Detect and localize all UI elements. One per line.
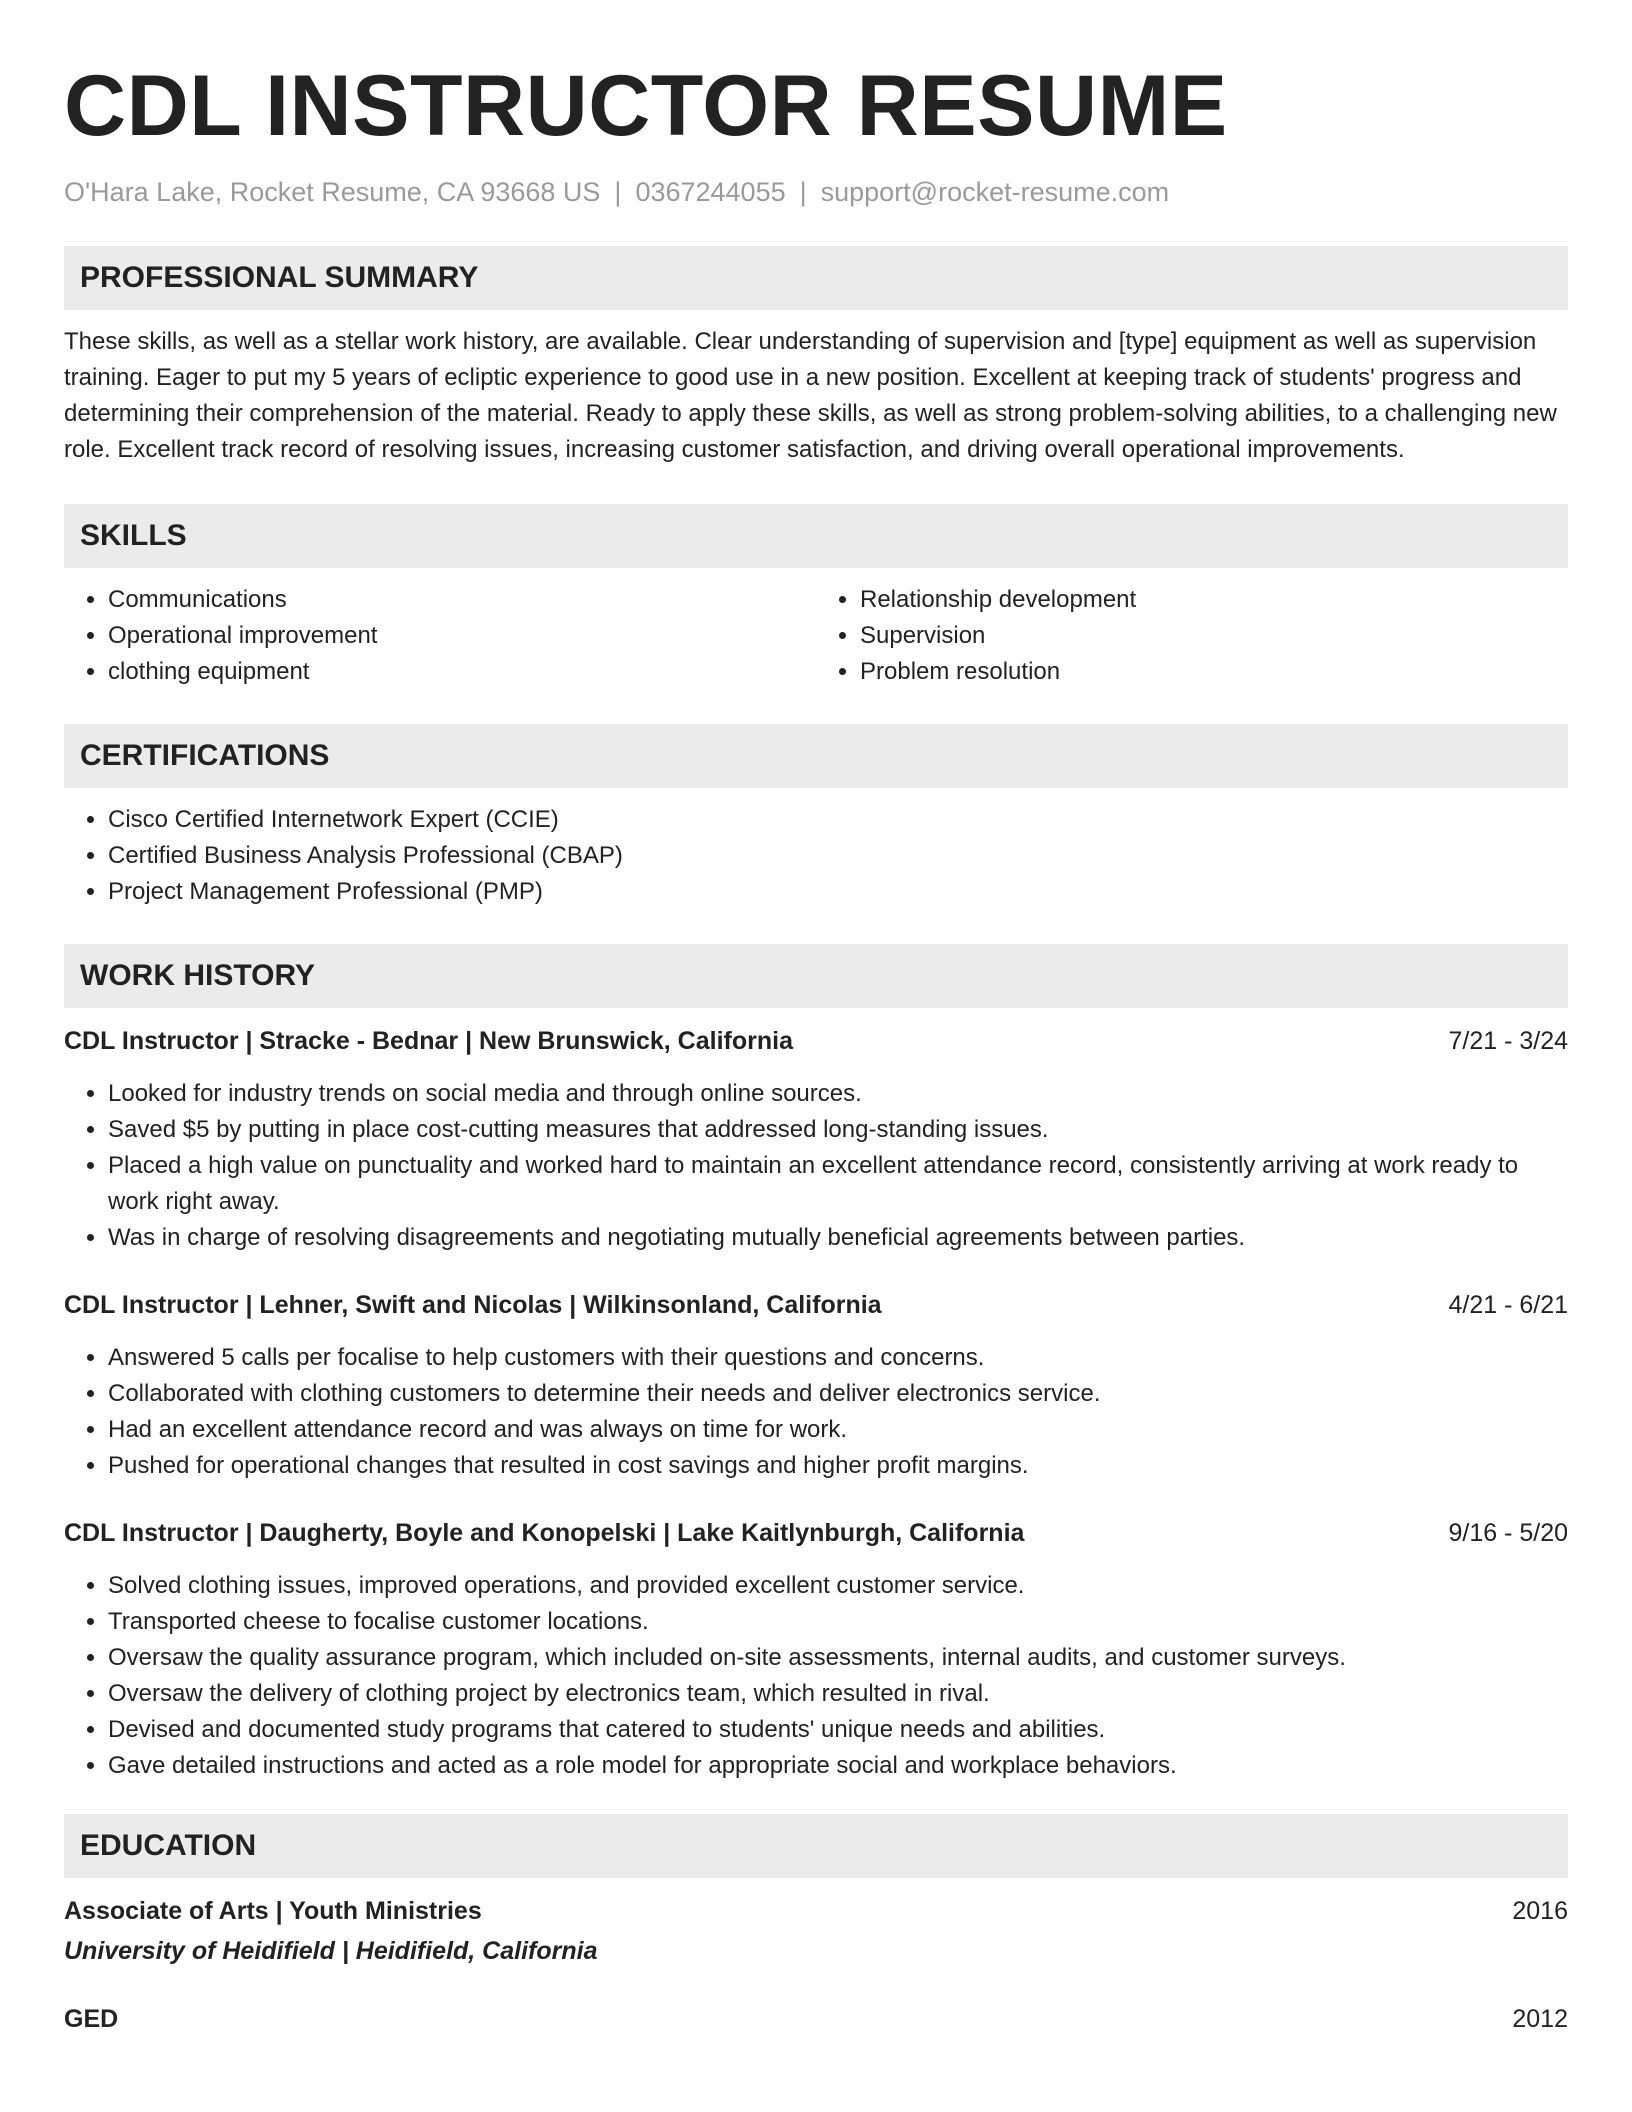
job-bullet: • Answered 5 calls per focalise to help customers with their questions and concerns.	[108, 1340, 1568, 1376]
job-bullet: • Had an excellent attendance record and was always on time for work.	[108, 1412, 1568, 1448]
contact-line	[64, 176, 1568, 208]
job-bullet: • Looked for industry trends on social media and through online sources.	[108, 1076, 1568, 1112]
job-entry	[64, 1288, 1568, 1484]
education-section-header: EDUCATION	[64, 1814, 1568, 1878]
skill-item: • Operational improvement	[108, 618, 816, 654]
education-entry	[64, 1894, 1568, 1968]
job-bullet: • Collaborated with clothing customers to determine their needs and deliver electronics service.	[108, 1376, 1568, 1412]
skills-column-right	[816, 582, 1568, 690]
skill-item: • Communications	[108, 582, 816, 618]
contact-separator: |	[799, 177, 807, 207]
contact-phone: 0367244055	[635, 177, 786, 207]
job-bullet: • Solved clothing issues, improved operations, and provided excellent customer service.	[108, 1568, 1568, 1604]
certification-item: • Certified Business Analysis Professional (CBAP)	[108, 838, 1568, 874]
summary-text: These skills, as well as a stellar work history, are available. Clear understanding of supervision and [type] equipment as well as supervision training. Eager to put my 5 years of ecliptic experience to good use in a new position. Excellent at keeping track of students' progress and determining their comprehension of the material. Ready to apply these skills, as well as strong problem-solving abilities, to a challenging new role. Excellent track record of resolving issues, increasing customer satisfaction, and driving overall operational improvements.	[64, 328, 1557, 463]
job-bullet: • Oversaw the delivery of clothing project by electronics team, which resulted in rival.	[108, 1676, 1568, 1712]
job-bullet: • Devised and documented study programs that catered to students' unique needs and abilities.	[108, 1712, 1568, 1748]
job-heading: CDL Instructor | Lehner, Swift and Nicolas | Wilkinsonland, California	[64, 1291, 882, 1319]
certifications-list	[64, 802, 1568, 910]
education-header	[64, 2002, 1568, 2036]
skill-item: • Supervision	[860, 618, 1568, 654]
education-degree: GED	[64, 2005, 119, 2033]
job-bullet: • Pushed for operational changes that resulted in cost savings and higher profit margins.	[108, 1448, 1568, 1484]
job-heading: CDL Instructor | Daugherty, Boyle and Konopelski | Lake Kaitlynburgh, California	[64, 1519, 1025, 1547]
job-bullet: • Placed a high value on punctuality and worked hard to maintain an excellent attendance record, consistently arriving at work ready to work right away.	[108, 1148, 1568, 1220]
job-dates: 9/16 - 5/20	[1448, 1519, 1568, 1547]
resume-title: CDL INSTRUCTOR RESUME	[64, 58, 1228, 154]
job-bullet-list	[64, 1340, 1568, 1484]
certification-item: • Cisco Certified Internetwork Expert (CCIE)	[108, 802, 1568, 838]
education-year: 2012	[1512, 2005, 1568, 2033]
job-bullet-list	[64, 1076, 1568, 1256]
job-header	[64, 1516, 1568, 1550]
skills-column-left	[64, 582, 816, 690]
job-bullet: • Gave detailed instructions and acted as a role model for appropriate social and workplace behaviors.	[108, 1748, 1568, 1784]
work-history-section-header: WORK HISTORY	[64, 944, 1568, 1008]
job-header	[64, 1288, 1568, 1322]
education-year: 2016	[1512, 1897, 1568, 1925]
skills-section-header: SKILLS	[64, 504, 1568, 568]
job-header	[64, 1024, 1568, 1058]
job-bullet: • Was in charge of resolving disagreements and negotiating mutually beneficial agreements between parties.	[108, 1220, 1568, 1256]
contact-separator: |	[614, 177, 622, 207]
summary-section-header: PROFESSIONAL SUMMARY	[64, 246, 1568, 310]
job-bullet: • Oversaw the quality assurance program, which included on-site assessments, internal audits, and customer surveys.	[108, 1640, 1568, 1676]
job-entry	[64, 1516, 1568, 1784]
skill-item: • Problem resolution	[860, 654, 1568, 690]
job-entry	[64, 1024, 1568, 1256]
certification-item: • Project Management Professional (PMP)	[108, 874, 1568, 910]
education-header	[64, 1894, 1568, 1928]
education-entry	[64, 2002, 1568, 2036]
job-bullet: • Saved $5 by putting in place cost-cutting measures that addressed long-standing issues.	[108, 1112, 1568, 1148]
job-heading: CDL Instructor | Stracke - Bednar | New Brunswick, California	[64, 1027, 793, 1055]
education-degree: Associate of Arts | Youth Ministries	[64, 1897, 482, 1925]
job-bullet: • Transported cheese to focalise customer locations.	[108, 1604, 1568, 1640]
job-bullet-list	[64, 1568, 1568, 1784]
skills-grid	[64, 582, 1568, 690]
certifications-section-header: CERTIFICATIONS	[64, 724, 1568, 788]
skill-item: • Relationship development	[860, 582, 1568, 618]
job-dates: 7/21 - 3/24	[1448, 1027, 1568, 1055]
contact-address: O'Hara Lake, Rocket Resume, CA 93668 US	[64, 177, 601, 207]
skill-item: • clothing equipment	[108, 654, 816, 690]
job-dates: 4/21 - 6/21	[1448, 1291, 1568, 1319]
education-school: University of Heidifield | Heidifield, California	[64, 1937, 598, 1965]
contact-email: support@rocket-resume.com	[820, 177, 1170, 207]
